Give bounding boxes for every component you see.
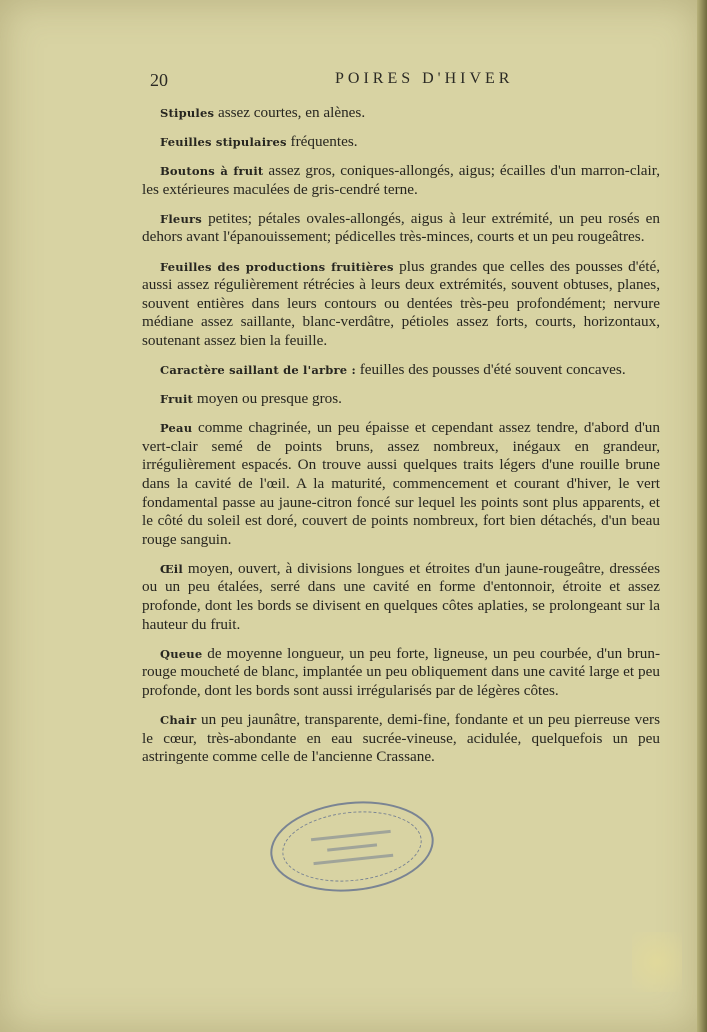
paragraph-caractere xyxy=(142,361,660,380)
term: Fruit xyxy=(160,392,194,407)
term: Chair xyxy=(160,713,197,728)
term: Peau xyxy=(160,421,193,436)
paragraph-oeil xyxy=(142,560,660,634)
term: Œil xyxy=(160,561,183,576)
term: Feuilles des productions fruitières xyxy=(160,259,394,274)
paragraph-queue xyxy=(142,645,660,701)
term: Caractère saillant de l'arbre : xyxy=(160,363,356,378)
running-title: POIRES D'HIVER xyxy=(335,70,514,87)
description: fréquentes. xyxy=(286,133,358,151)
term: Queue xyxy=(160,646,203,661)
description: assez courtes, en alènes. xyxy=(214,104,366,121)
page-edge xyxy=(697,0,707,1032)
paragraph-boutons xyxy=(142,162,660,199)
library-stamp xyxy=(266,794,438,900)
paragraph-chair xyxy=(142,711,660,767)
term: Stipules xyxy=(160,106,215,120)
description: plus grandes que celles des pousses d'été, aussi assez régulièrement rétrécies à leurs deux extrémités, souvent obtuses, planes, souvent entières dans leurs contours ou dentées très-peu profondément; nervure médiane assez saillante, blanc-verdâtre, pétioles assez forts, courts, horizontaux, soutenant assez bien la feuille. xyxy=(142,257,660,349)
description: moyen, ouvert, à divisions longues et étroites d'un jaune-rougeâtre, dressées ou un peu étalées, serré dans une cavité en forme d'entonnoir, étroite et assez profonde, dont les bords se divisent en quelques côtes aplaties, se prolongeant sur la hauteur du fruit. xyxy=(142,559,660,633)
paragraph-feuilles-stipulaires xyxy=(142,133,660,152)
page-body xyxy=(142,104,660,777)
paragraph-feuilles-productions xyxy=(142,258,660,351)
description: un peu jaunâtre, transparente, demi-fine, fondante et un peu pierreuse vers le cœur, très-abondante en eau sucrée-vineuse, acidulée, quelquefois un peu astringente comme celle de l'ancienne Crassane. xyxy=(142,711,660,766)
description: petites; pétales ovales-allongés, aigus à leur extrémité, un peu rosés en dehors avant l'épanouissement; pédicelles très-minces, courts et un peu rougeâtres. xyxy=(142,209,660,246)
description: de moyenne longueur, un peu forte, ligneuse, un peu courbée, d'un brun-rouge moucheté de blanc, implantée un peu obliquement dans une cavité large et peu profonde, dont les bords sont aussi irrégularisés par de légères côtes. xyxy=(142,644,660,699)
paragraph-stipules xyxy=(142,104,660,123)
term: Feuilles stipulaires xyxy=(160,135,287,150)
description: comme chagrinée, un peu épaisse et cependant assez tendre, d'abord d'un vert-clair semé de points bruns, assez nombreux, inégaux en grandeur, irrégulièrement espacés. On trouve aussi quelques traits légers d'une rouille brune dans la cavité de l'œil. A la maturité, commencement et courant d'hiver, le vert fondamental passe au jaune-citron foncé sur lequel les points sont plus apparents, et le côté du soleil est doré, couvert de points nombreux, fort bien détachés, d'un beau rouge sanguin. xyxy=(142,419,660,548)
page-header xyxy=(0,70,700,94)
paper-stain xyxy=(632,932,682,992)
page-number: 20 xyxy=(150,70,168,90)
paragraph-fruit xyxy=(142,390,660,409)
term: Fleurs xyxy=(160,211,202,226)
description: feuilles des pousses d'été souvent concaves. xyxy=(355,361,626,379)
term: Boutons à fruit xyxy=(160,164,264,179)
paragraph-peau xyxy=(142,419,660,549)
paragraph-fleurs xyxy=(142,210,660,247)
description: moyen ou presque gros. xyxy=(193,390,342,408)
description: assez gros, coniques-allongés, aigus; écailles d'un marron-clair, les extérieures maculées de gris-cendré terne. xyxy=(142,162,660,198)
